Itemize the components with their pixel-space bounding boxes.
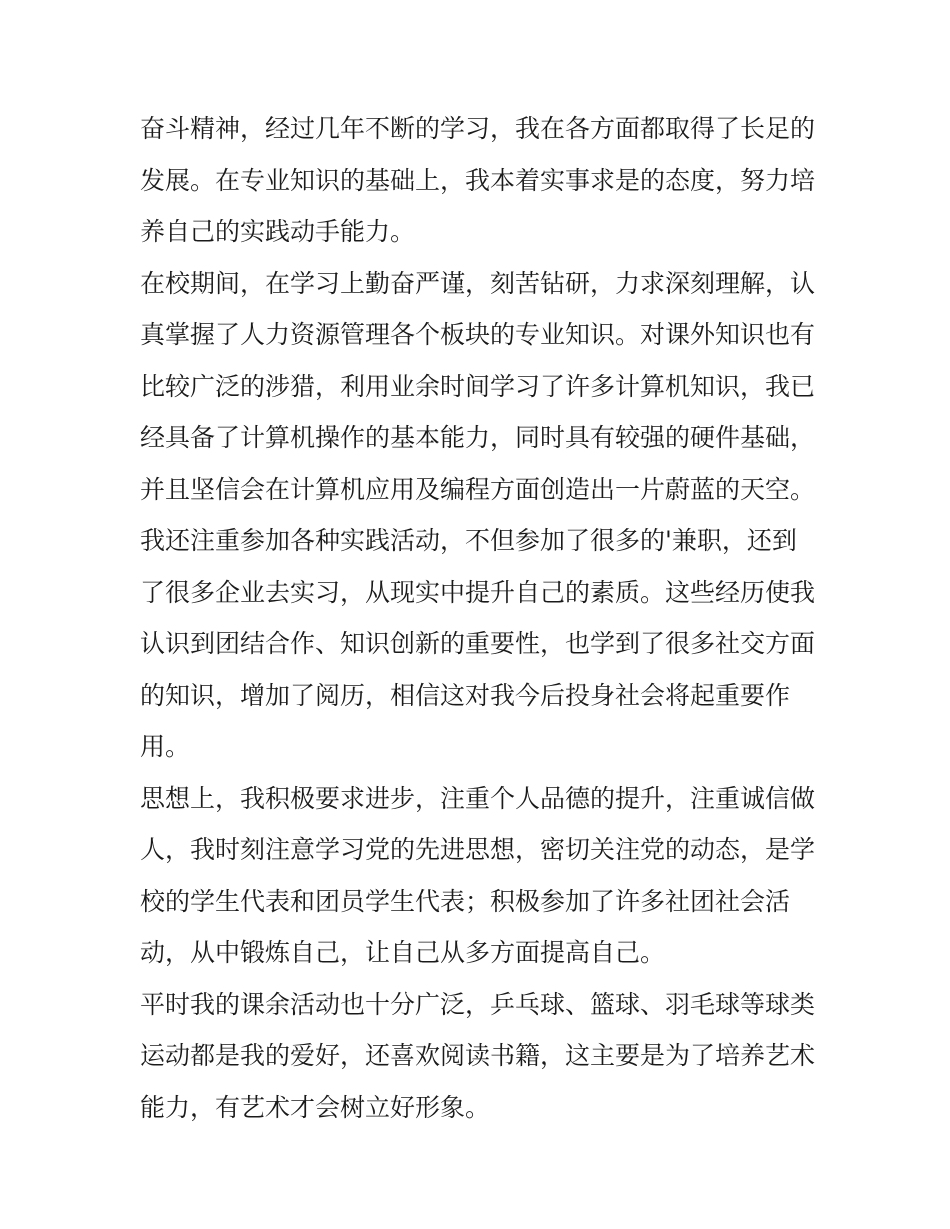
- text-line: 平时我的课余活动也十分广泛，乒乓球、篮球、羽毛球等球类: [140, 989, 816, 1019]
- text-line: 校的学生代表和团员学生代表；积极参加了许多社团社会活: [140, 886, 791, 916]
- text-line: 经具备了计算机操作的基本能力，同时具有较强的硬件基础，: [140, 423, 816, 452]
- text-line: 养自己的实践动手能力。: [140, 217, 416, 246]
- document-body: [140, 103, 820, 1133]
- text-line: 奋斗精神，经过几年不断的学习，我在各方面都取得了长足的: [140, 114, 816, 143]
- text-line: 动，从中锻炼自己，让自己从多方面提高自己。: [140, 938, 666, 967]
- text-line: 运动都是我的爱好，还喜欢阅读书籍，这主要是为了培养艺术: [140, 1041, 816, 1070]
- text-line: 了很多企业去实习，从现实中提升自己的素质。这些经历使我: [140, 577, 816, 607]
- text-line: 思想上，我积极要求进步，注重个人品德的提升，注重诚信做: [140, 783, 816, 813]
- text-line: 比较广泛的涉猎，利用业余时间学习了许多计算机知识，我已: [140, 371, 816, 401]
- text-line: 人，我时刻注意学习党的先进思想，密切关注党的动态，是学: [140, 835, 816, 864]
- text-line: 用。: [140, 732, 191, 761]
- text-line: 认识到团结合作、知识创新的重要性，也学到了很多社交方面: [140, 629, 816, 658]
- text-line: 我还注重参加各种实践活动，不但参加了很多的'兼职，还到: [140, 526, 797, 555]
- text-line: 真掌握了人力资源管理各个板块的专业知识。对课外知识也有: [140, 320, 816, 349]
- text-line: 发展。在专业知识的基础上，我本着实事求是的态度，努力培: [140, 165, 816, 195]
- text-line: 并且坚信会在计算机应用及编程方面创造出一片蔚蓝的天空。: [140, 474, 816, 504]
- text-line: 在校期间，在学习上勤奋严谨，刻苦钻研，力求深刻理解，认: [140, 268, 816, 298]
- text-line: 的知识，增加了阅历，相信这对我今后投身社会将起重要作: [140, 680, 791, 710]
- text-line: 能力，有艺术才会树立好形象。: [140, 1092, 491, 1122]
